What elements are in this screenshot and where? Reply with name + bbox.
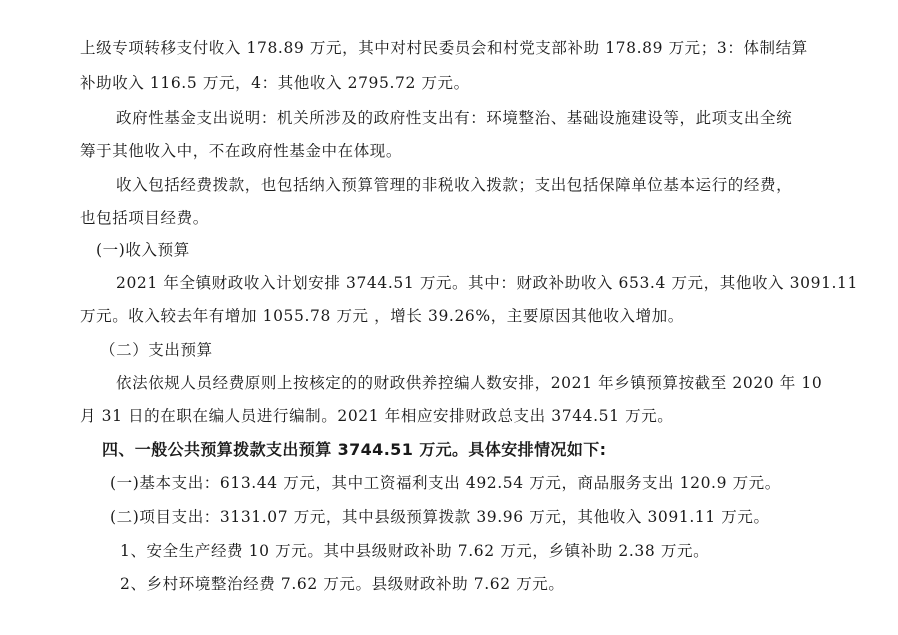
list-item: (二)项目支出：3131.07 万元，其中县级预算拨款 39.96 万元，其他收入 3091.11 万元。 — [110, 508, 770, 526]
paragraph-line: 补助收入 116.5 万元，4：其他收入 2795.72 万元。 — [80, 74, 470, 92]
section-heading: (一)收入预算 — [96, 241, 190, 259]
list-item: (一)基本支出：613.44 万元，其中工资福利支出 492.54 万元，商品服务支出 120.9 万元。 — [110, 474, 781, 492]
paragraph-line: 也包括项目经费。 — [80, 209, 209, 227]
paragraph-line: 2021 年全镇财政收入计划安排 3744.51 万元。其中：财政补助收入 653.4 万元，其他收入 3091.11 — [116, 274, 858, 292]
list-item: 2、乡村环境整治经费 7.62 万元。县级财政补助 7.62 万元。 — [120, 575, 565, 593]
paragraph-line: 万元。收入较去年有增加 1055.78 万元 ，增长 39.26%，主要原因其他收入增加。 — [80, 307, 684, 325]
section-heading: （二）支出预算 — [100, 341, 213, 359]
paragraph-line: 收入包括经费拨款，也包括纳入预算管理的非税收入拨款；支出包括保障单位基本运行的经费， — [116, 176, 793, 194]
paragraph-line: 筹于其他收入中，不在政府性基金中在体现。 — [80, 142, 403, 160]
list-item: 1、安全生产经费 10 万元。其中县级财政补助 7.62 万元，乡镇补助 2.38 万元。 — [120, 542, 710, 560]
major-heading: 四、一般公共预算拨款支出预算 3744.51 万元。具体安排情况如下: — [102, 440, 607, 459]
paragraph-line: 依法依规人员经费原则上按核定的的财政供养控编人数安排，2021 年乡镇预算按截至 2020 年 10 — [116, 374, 823, 392]
paragraph-line: 上级专项转移支付收入 178.89 万元，其中对村民委员会和村党支部补助 178.89 万元；3：体制结算 — [80, 39, 808, 57]
paragraph-line: 政府性基金支出说明：机关所涉及的政府性支出有：环境整治、基础设施建设等，此项支出全统 — [116, 109, 793, 127]
paragraph-line: 月 31 日的在职在编人员进行编制。2021 年相应安排财政总支出 3744.51 万元。 — [80, 407, 674, 425]
